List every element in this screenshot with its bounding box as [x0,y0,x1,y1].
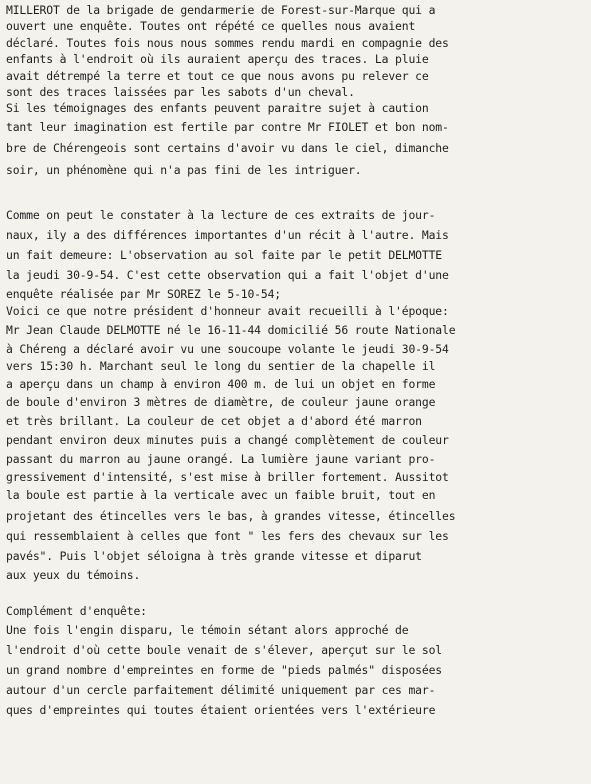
paragraph-spacer [6,181,591,205]
text-line: sont des traces laissées par les sabots d'un cheval. [6,85,355,100]
text-line: autour d'un cercle parfaitement délimité uniquement par ces mar- [6,682,436,697]
text-line: un fait demeure: L'observation au sol faite par le petit DELMOTTE [6,248,443,263]
text-line: à Chéreng a déclaré avoir vu une soucoupe volante le jeudi 30-9-54 [6,341,449,356]
text-line: avait détrempé la terre et tout ce que nous avons pu relever ce [6,68,429,83]
text-line: aux yeux du témoins. [6,567,141,582]
text-line: pendant environ deux minutes puis a changé complètement de couleur [6,432,449,447]
text-line: vers 15:30 h. Marchant seul le long du sentier de la chapelle il [6,358,436,373]
text-line: tant leur imagination est fertile par contre Mr FIOLET et bon nom- [6,119,449,134]
text-line: ques d'empreintes qui toutes étaient orientées vers l'extérieure [6,702,436,717]
text-line: passant du marron au jaune orangé. La lumière jaune variant pro- [6,451,436,466]
text-line: a aperçu dans un champ à environ 400 m. de lui un objet en forme [6,376,436,391]
text-line: Mr Jean Claude DELMOTTE né le 16-11-44 domicilié 56 route Nationale [6,322,456,337]
text-line: enfants à l'endroit où ils auraient aperçu des traces. La pluie [6,52,429,67]
text-line: gressivement d'intensité, s'est mise à briller fortement. Aussitot [6,469,449,484]
paragraph-delmotte-observation [6,205,591,584]
text-line: la boule est partie à la verticale avec un faible bruit, tout en [6,487,436,502]
text-line: pavés". Puis l'objet séloigna à très grande vitesse et diparut [6,548,422,563]
text-line: naux, ily a des différences importantes d'un récit à l'autre. Mais [6,228,449,243]
text-line: la jeudi 30-9-54. C'est cette observation qui a fait l'objet d'une [6,268,449,283]
text-line: Comme on peut le constater à la lecture de ces extraits de jour- [6,207,436,222]
text-line: bre de Chérengeois sont certains d'avoir vu dans le ciel, dimanche [6,140,449,155]
text-line: enquête réalisée par Mr SOREZ le 5-10-54; [6,286,282,301]
text-line: un grand nombre d'empreintes en forme de "pieds palmés" disposées [6,662,443,677]
text-line: ouvert une enquête. Toutes ont répété ce quelles nous avaient [6,19,416,34]
text-line: déclaré. Toutes fois nous nous sommes rendu mardi en compagnie des [6,35,449,50]
text-line: MILLEROT de la brigade de gendarmerie de Forest-sur-Marque qui a [6,3,436,17]
section-heading: Complément d'enquête: [6,603,147,618]
text-line: l'endroit d'où cette boule venait de s'élever, aperçut sur le sol [6,642,443,657]
paragraph-spacer [6,584,591,602]
text-line: Voici ce que notre président d'honneur avait recueilli à l'époque: [6,303,449,318]
text-line: Une fois l'engin disparu, le témoin sétant alors approché de [6,622,409,637]
text-line: projetant des étincelles vers le bas, à grandes vitesse, étincelles [6,508,456,523]
text-line: de boule d'environ 3 mètres de diamètre, de couleur jaune orange [6,394,436,409]
paragraph-gendarmerie-report [6,2,591,181]
text-line: et très brillant. La couleur de cet objet a d'abord été marron [6,413,422,428]
paragraph-complement-enquete [6,602,591,720]
text-line: Si les témoignages des enfants peuvent paraitre sujet à caution [6,101,429,116]
text-line: qui ressemblaient à celles que font " les fers des chevaux sur les [6,528,449,543]
text-line: soir, un phénomène qui n'a pas fini de les intriguer. [6,162,362,177]
